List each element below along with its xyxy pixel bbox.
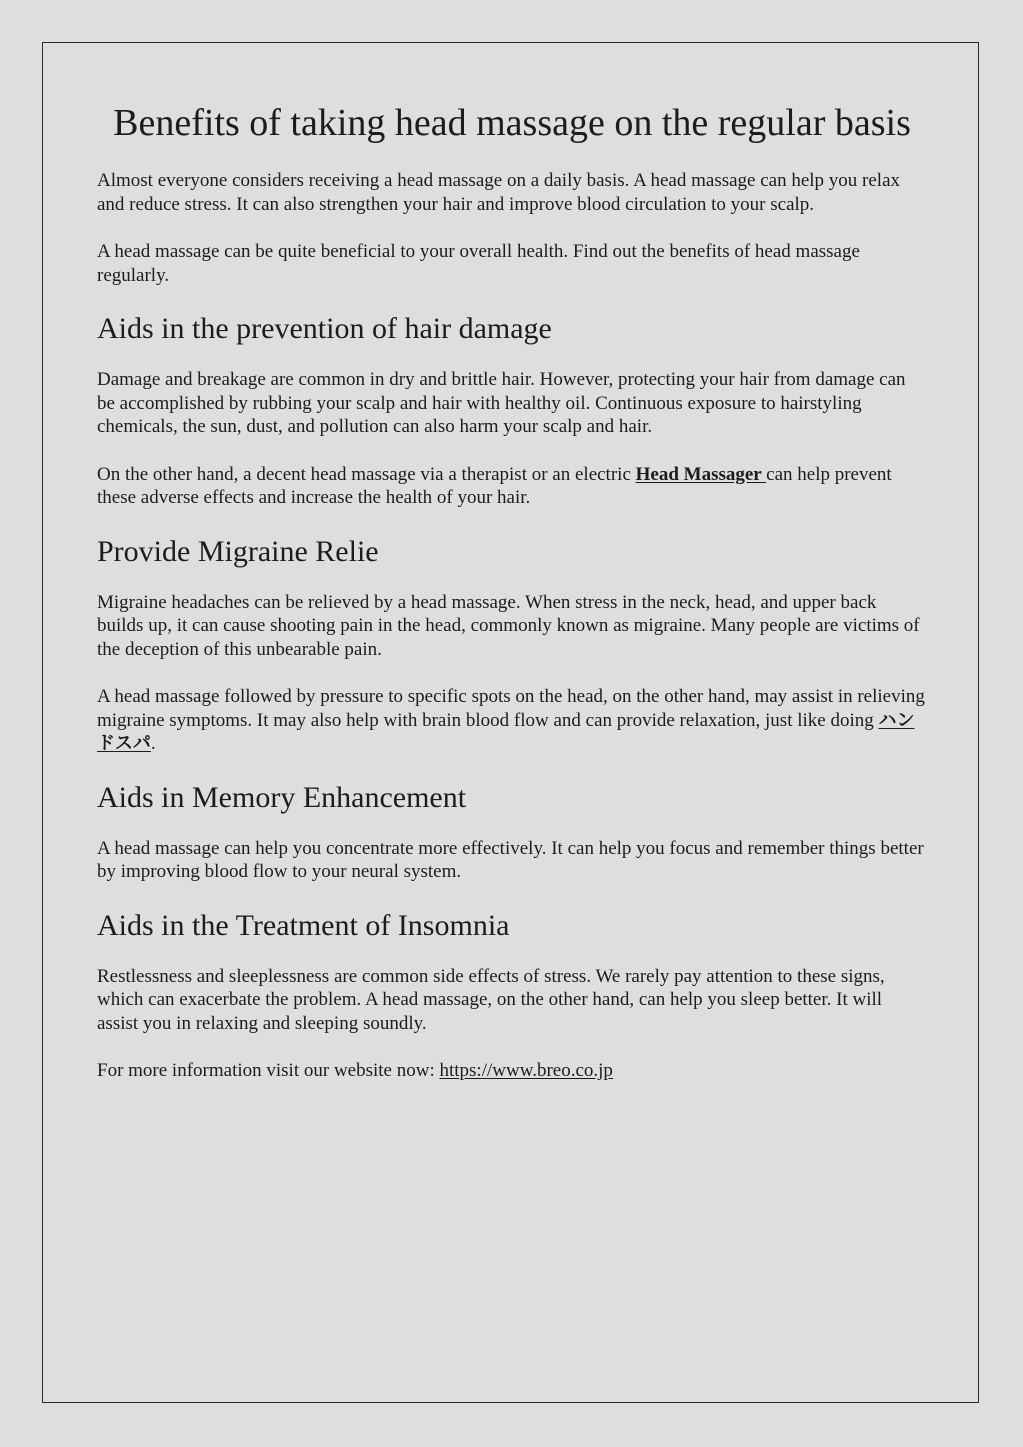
migraine-paragraph-2 [97, 685, 927, 756]
intro-paragraph-1: Almost everyone considers receiving a head massage on a daily basis. A head massage can help you relax and reduce stress. It can also strengthen your hair and improve blood circulation to your scalp. [97, 170, 901, 215]
section-heading-memory: Aids in Memory Enhancement [97, 780, 467, 814]
section-heading-hair-damage: Aids in the prevention of hair damage [97, 312, 552, 345]
migraine-text-before-link: A head massage followed by pressure to specific spots on the head, on the other hand, may assist in relieving migraine symptoms. It may also help with brain blood flow and can provide relaxation, just like doing [97, 686, 925, 731]
hair-damage-paragraph-2 [97, 463, 927, 510]
hair-damage-paragraph-1: Damage and breakage are common in dry and brittle hair. However, protecting your hair from damage can be accomplished by rubbing your scalp and hair with healthy oil. Continuous exposure to hairstyling chemicals, the sun, dust, and pollution can also harm your scalp and hair. [97, 369, 906, 437]
migraine-paragraph-1: Migraine headaches can be relieved by a head massage. When stress in the neck, head, and upper back builds up, it can cause shooting pain in the head, commonly known as migraine. Many people are victims of the deception of this unbearable pain. [97, 591, 920, 660]
document-body [97, 100, 927, 1107]
hair-damage-text-after-link: can help prevent these adverse effects and increase the health of your hair. [97, 463, 892, 508]
section-heading-insomnia: Aids in the Treatment of Insomnia [97, 908, 510, 942]
head-massager-link[interactable]: Head Massager [635, 463, 767, 485]
insomnia-paragraph-1: Restlessness and sleeplessness are common side effects of stress. We rarely pay attention to these signs, which can exacerbate the problem. A head massage, on the other hand, can help you sleep better. It will assist you in relaxing and sleeping soundly. [97, 965, 885, 1034]
hand-spa-link[interactable]: ハンドスパ [97, 709, 915, 754]
website-text-before-link: For more information visit our website now: [97, 1060, 440, 1081]
hair-damage-text-before-link: On the other hand, a decent head massage via a therapist or an electric [97, 463, 636, 485]
migraine-text-after-link: . [150, 733, 156, 754]
document-title: Benefits of taking head massage on the regular basis [113, 102, 911, 144]
memory-paragraph-1: A head massage can help you concentrate more effectively. It can help you focus and remember things better by improving blood flow to your neural system. [97, 837, 924, 882]
website-paragraph [97, 1059, 927, 1083]
website-link[interactable]: https://www.breo.co.jp [439, 1060, 613, 1081]
intro-paragraph-2: A head massage can be quite beneficial to your overall health. Find out the benefits of head massage regularly. [97, 241, 860, 286]
section-heading-migraine: Provide Migraine Relie [97, 534, 379, 568]
